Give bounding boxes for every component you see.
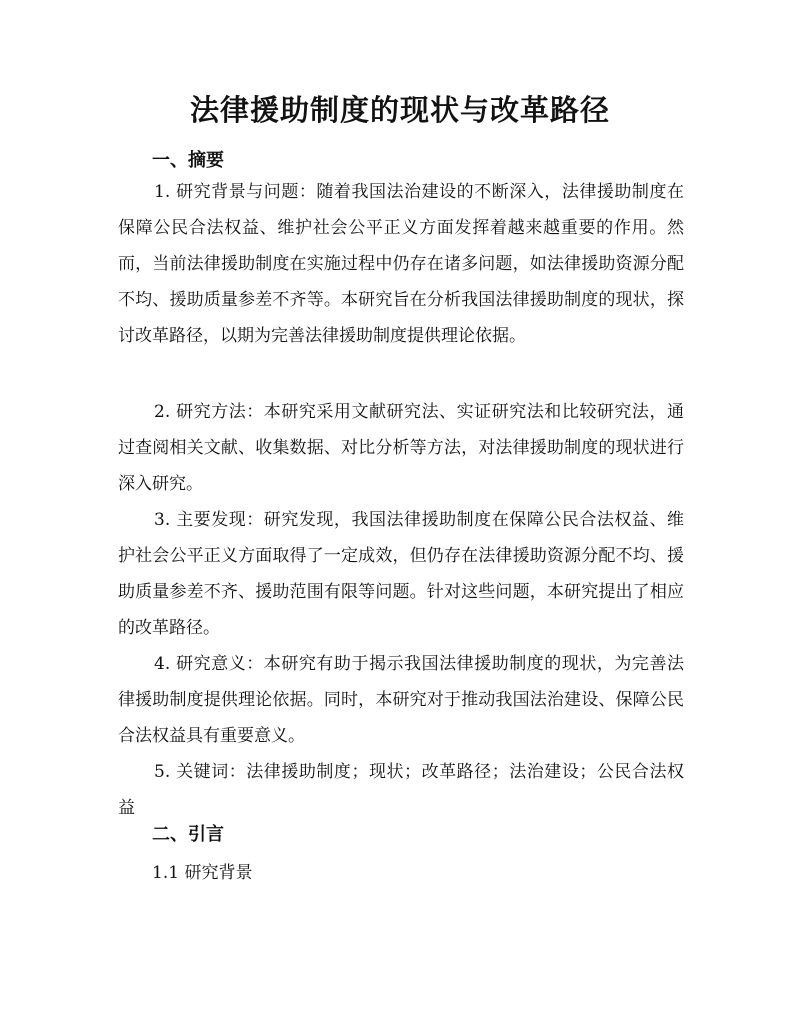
document-title: 法律援助制度的现状与改革路径 bbox=[189, 93, 610, 127]
abstract-paragraph-keywords: 5. 关键词：法律援助制度；现状；改革路径；法治建设；公民合法权益 bbox=[118, 762, 684, 818]
abstract-paragraph-methods: 2. 研究方法：本研究采用文献研究法、实证研究法和比较研究法，通过查阅相关文献、收集数据、对比分析等方法，对法律援助制度的现状进行深入研究。 bbox=[118, 402, 684, 494]
section-heading-introduction: 二、引言 bbox=[152, 824, 224, 845]
section-heading-abstract: 一、摘要 bbox=[152, 150, 224, 171]
abstract-paragraph-background: 1. 研究背景与问题：随着我国法治建设的不断深入，法律援助制度在保障公民合法权益、维护社会公平正义方面发挥着越来越重要的作用。然而，当前法律援助制度在实施过程中仍存在诸多问题，如法律援助资源分配不均、援助质量参差不齐等。本研究旨在分析我国法律援助制度的现状，探讨改革路径，以期为完善法律援助制度提供理论依据。 bbox=[118, 182, 684, 346]
subsection-heading-research-background: 1.1 研究背景 bbox=[152, 863, 253, 883]
abstract-paragraph-significance: 4. 研究意义：本研究有助于揭示我国法律援助制度的现状，为完善法律援助制度提供理论依据。同时，本研究对于推动我国法治建设、保障公民合法权益具有重要意义。 bbox=[118, 654, 684, 746]
abstract-paragraph-findings: 3. 主要发现：研究发现，我国法律援助制度在保障公民合法权益、维护社会公平正义方面取得了一定成效，但仍存在法律援助资源分配不均、援助质量参差不齐、援助范围有限等问题。针对这些问题，本研究提出了相应的改革路径。 bbox=[118, 510, 684, 638]
